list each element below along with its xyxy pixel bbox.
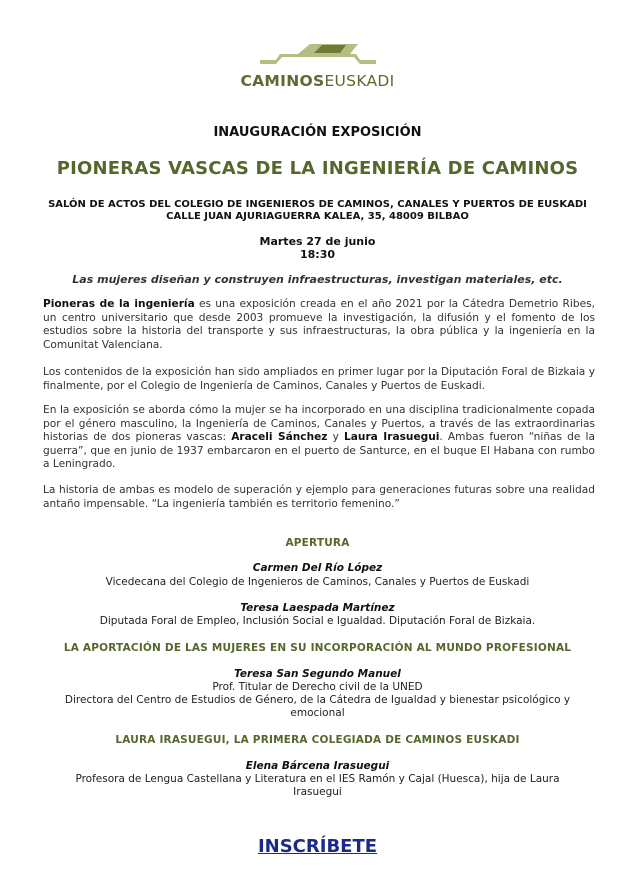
event-day: Martes 27 de junio bbox=[259, 235, 376, 248]
logo-text-euskadi: EUSKADI bbox=[324, 72, 395, 90]
register-cta bbox=[0, 836, 635, 857]
paragraph-exhibition bbox=[43, 404, 595, 472]
paragraph-intro bbox=[43, 298, 595, 352]
speaker-role bbox=[0, 773, 635, 799]
speaker-role bbox=[0, 681, 635, 720]
speaker-role-line: Prof. Titular de Derecho civil de la UNED bbox=[212, 681, 423, 693]
venue-address: CALLE JUAN AJURIAGUERRA KALEA, 35, 48009 BILBAO bbox=[166, 211, 469, 222]
logo-text-caminos: CAMINOS bbox=[240, 72, 325, 90]
speaker-role-line: Directora del Centro de Estudios de Género, de la Cátedra de Igualdad y bienestar psicológico y bbox=[64, 694, 571, 706]
exhibition-text-b: . Ambas fueron “niñas de la guerra”, que en junio de 1937 embarcaron en el puerto de Santurce, en el buque El Habana con rumbo a Leningrado. bbox=[43, 431, 595, 470]
speaker-role: Vicedecana del Colegio de Ingenieros de Caminos, Canales y Puertos de Euskadi bbox=[105, 576, 530, 588]
logo-text bbox=[0, 72, 635, 90]
paragraph-contents: Los contenidos de la exposición han sido ampliados en primer lugar por la Diputación Foral de Bizkaia y finalmente, por el Colegio de Ingeniería de Caminos, Canales y Puertos de Euskadi. bbox=[43, 366, 595, 392]
speaker-role: Diputada Foral de Empleo, Inclusión Social e Igualdad. Diputación Foral de Bizkaia. bbox=[99, 615, 536, 627]
venue bbox=[0, 199, 635, 223]
speaker-name: Carmen Del Río López bbox=[252, 562, 383, 574]
bridge-logo-icon bbox=[258, 40, 378, 72]
pioneer-name-2: Laura Irasuegui bbox=[344, 431, 440, 443]
register-link[interactable]: INSCRÍBETE bbox=[257, 836, 378, 857]
venue-name: SALÓN DE ACTOS DEL COLEGIO DE INGENIEROS DE CAMINOS, CANALES Y PUERTOS DE EUSKADI bbox=[48, 199, 587, 210]
speaker-name: Teresa San Segundo Manuel bbox=[234, 668, 401, 680]
paragraph-legacy: La historia de ambas es modelo de superación y ejemplo para generaciones futuras sobre una realidad antaño impensable. “La ingeniería también es territorio femenino.” bbox=[43, 484, 595, 510]
pioneer-name-1: Araceli Sánchez bbox=[231, 431, 328, 443]
event-type-heading: INAUGURACIÓN EXPOSICIÓN bbox=[213, 125, 422, 140]
exhibition-text-and: y bbox=[327, 431, 345, 443]
exhibition-title: PIONERAS VASCAS DE LA INGENIERÍA DE CAMINOS bbox=[56, 158, 579, 179]
speaker-role-line: Irasuegui bbox=[293, 786, 342, 798]
speaker-role-line: emocional bbox=[290, 707, 345, 719]
aportacion-heading: LA APORTACIÓN DE LAS MUJERES EN SU INCORPORACIÓN AL MUNDO PROFESIONAL bbox=[63, 642, 572, 654]
speaker-role-line: Profesora de Lengua Castellana y Literatura en el IES Ramón y Cajal (Huesca), hija de Laura bbox=[75, 773, 560, 785]
intro-bold: Pioneras de la ingeniería bbox=[43, 298, 195, 310]
laura-heading: LAURA IRASUEGUI, LA PRIMERA COLEGIADA DE CAMINOS EUSKADI bbox=[115, 734, 520, 746]
intro-text: es una exposición creada en el año 2021 por la Cátedra Demetrio Ribes, un centro universitario que desde 2003 promueve la investigación, la difusión y el fomento de los estudios sobre la historia del transporte y sus infraestructuras, la obra pública y la ingeniería en la Comunitat Valenciana. bbox=[43, 298, 595, 351]
caminos-euskadi-logo bbox=[0, 40, 635, 95]
exhibition-text-a: En la exposición se aborda cómo la mujer se ha incorporado en una disciplina tradicionalmente copada por el género masculino, la Ingeniería de Caminos, Canales y Puertos, a través de las extraordinarias historias de dos pioneras vascas: bbox=[43, 404, 595, 443]
event-time: 18:30 bbox=[299, 248, 335, 261]
speaker-name: Teresa Laespada Martínez bbox=[240, 602, 395, 614]
tagline: Las mujeres diseñan y construyen infraestructuras, investigan materiales, etc. bbox=[72, 273, 563, 286]
event-date bbox=[0, 235, 635, 261]
apertura-heading: APERTURA bbox=[285, 537, 350, 549]
speaker-name: Elena Bárcena Irasuegui bbox=[245, 760, 390, 772]
